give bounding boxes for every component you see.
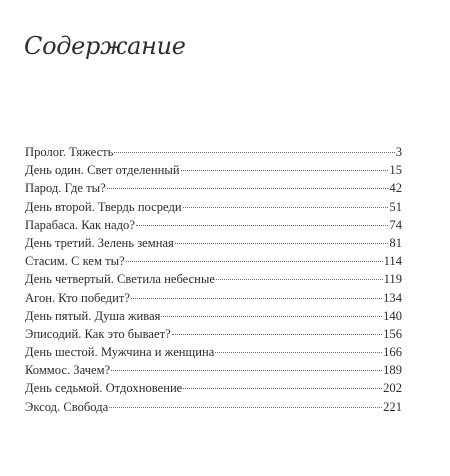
toc-entry bbox=[25, 400, 402, 418]
toc-entry-page: 3 bbox=[395, 145, 402, 159]
toc-entry bbox=[25, 309, 402, 327]
toc-entry bbox=[25, 163, 402, 181]
toc-entry-title: Агон. Кто победит? bbox=[25, 290, 130, 305]
toc-entry-page: 114 bbox=[383, 254, 402, 269]
dot-leader bbox=[131, 298, 382, 299]
toc-entry-title: День третий. Зелень земная bbox=[25, 235, 174, 250]
dot-leader bbox=[111, 370, 382, 371]
toc-entry-page: 81 bbox=[389, 235, 402, 250]
toc-entry bbox=[25, 291, 402, 309]
table-of-contents bbox=[25, 145, 402, 418]
toc-entry-page: 74 bbox=[389, 217, 402, 232]
toc-entry-title: День седьмой. Отдохновение bbox=[25, 381, 183, 396]
dot-leader bbox=[114, 152, 394, 153]
dot-leader bbox=[161, 316, 382, 317]
toc-entry-title: Эписодий. Как это бывает? bbox=[25, 326, 171, 341]
toc-entry-title: День второй. Твердь посреди bbox=[25, 199, 182, 214]
toc-entry-title: День один. Свет отделенный bbox=[25, 163, 180, 178]
dot-leader bbox=[183, 207, 389, 208]
dot-leader bbox=[126, 261, 383, 262]
dot-leader bbox=[172, 334, 382, 335]
toc-entry-title: Коммос. Зачем? bbox=[25, 363, 111, 378]
toc-entry-page: 134 bbox=[383, 290, 402, 305]
dot-leader bbox=[183, 388, 382, 389]
toc-entry-page: 202 bbox=[383, 381, 402, 396]
dot-leader bbox=[109, 407, 382, 408]
page-title: Содержание bbox=[24, 32, 186, 60]
toc-entry-title: Стасим. С кем ты? bbox=[25, 254, 125, 269]
toc-entry bbox=[25, 272, 402, 290]
toc-entry-title: Парабаса. Как надо? bbox=[25, 217, 135, 232]
dot-leader bbox=[215, 352, 382, 353]
toc-entry-page: 166 bbox=[383, 345, 402, 360]
toc-entry-title: Парод. Где ты? bbox=[25, 181, 106, 196]
toc-entry-page: 140 bbox=[383, 308, 402, 323]
toc-entry-title: Эксод. Свобода bbox=[25, 399, 109, 414]
toc-entry bbox=[25, 381, 402, 399]
toc-entry-title: День шестой. Мужчина и женщина bbox=[25, 345, 215, 360]
toc-entry bbox=[25, 200, 402, 218]
toc-entry-page: 51 bbox=[389, 199, 402, 214]
toc-entry bbox=[25, 327, 402, 345]
toc-entry-title: День четвертый. Светила небесные bbox=[25, 272, 215, 287]
toc-entry-page: 189 bbox=[383, 363, 402, 378]
toc-entry bbox=[25, 218, 402, 236]
toc-entry bbox=[25, 254, 402, 272]
toc-entry-page: 42 bbox=[389, 181, 402, 196]
dot-leader bbox=[136, 225, 388, 226]
toc-entry-title: Пролог. Тяжесть bbox=[25, 145, 114, 159]
dot-leader bbox=[181, 170, 389, 171]
toc-entry bbox=[25, 145, 402, 163]
toc-entry bbox=[25, 236, 402, 254]
dot-leader bbox=[107, 188, 389, 189]
dot-leader bbox=[175, 243, 389, 244]
toc-entry-page: 221 bbox=[383, 399, 402, 414]
toc-entry-page: 119 bbox=[383, 272, 402, 287]
toc-entry bbox=[25, 181, 402, 199]
toc-entry bbox=[25, 345, 402, 363]
toc-entry-title: День пятый. Душа живая bbox=[25, 308, 161, 323]
toc-entry-page: 156 bbox=[383, 326, 402, 341]
toc-entry-page: 15 bbox=[389, 163, 402, 178]
toc-entry bbox=[25, 363, 402, 381]
dot-leader bbox=[216, 279, 383, 280]
